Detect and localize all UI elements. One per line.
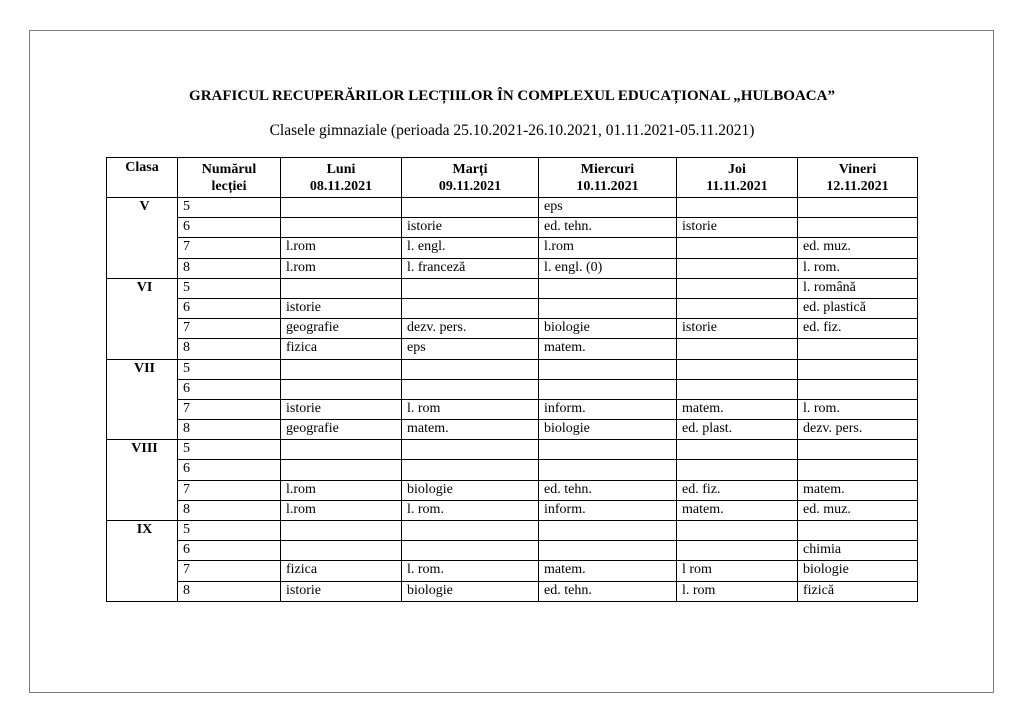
cell-wednesday: eps	[539, 198, 677, 218]
document-subtitle: Clasele gimnaziale (perioada 25.10.2021-26.10.2021, 01.11.2021-05.11.2021)	[269, 122, 755, 139]
cell-monday	[281, 379, 402, 399]
cell-wednesday	[539, 379, 677, 399]
cell-monday: fizica	[281, 561, 402, 581]
cell-friday: ed. fiz.	[798, 319, 918, 339]
cell-friday	[798, 218, 918, 238]
cell-tuesday	[402, 440, 539, 460]
lesson-number: 6	[178, 379, 281, 399]
cell-thursday	[677, 238, 798, 258]
cell-wednesday: matem.	[539, 561, 677, 581]
header-row	[107, 158, 918, 198]
lesson-number: 8	[178, 339, 281, 359]
cell-tuesday: l. rom.	[402, 500, 539, 520]
header-wednesday: Miercuri 10.11.2021	[539, 158, 677, 198]
cell-friday	[798, 339, 918, 359]
lesson-number: 6	[178, 218, 281, 238]
lesson-number: 5	[178, 198, 281, 218]
cell-friday: matem.	[798, 480, 918, 500]
cell-wednesday	[539, 298, 677, 318]
schedule-table	[106, 157, 918, 602]
cell-friday: fizică	[798, 581, 918, 601]
lesson-number: 7	[178, 399, 281, 419]
cell-monday	[281, 218, 402, 238]
table-row	[107, 278, 918, 298]
cell-tuesday	[402, 298, 539, 318]
table-row	[107, 500, 918, 520]
cell-wednesday: l. engl. (0)	[539, 258, 677, 278]
cell-tuesday	[402, 521, 539, 541]
cell-wednesday	[539, 541, 677, 561]
table-row	[107, 521, 918, 541]
lesson-number: 6	[178, 541, 281, 561]
cell-monday	[281, 521, 402, 541]
cell-wednesday	[539, 359, 677, 379]
cell-thursday: l rom	[677, 561, 798, 581]
cell-thursday: matem.	[677, 500, 798, 520]
class-label: VI	[107, 278, 178, 359]
cell-tuesday	[402, 379, 539, 399]
cell-friday	[798, 521, 918, 541]
cell-tuesday	[402, 541, 539, 561]
cell-monday	[281, 278, 402, 298]
table-row	[107, 581, 918, 601]
cell-thursday	[677, 359, 798, 379]
lesson-number: 8	[178, 500, 281, 520]
cell-wednesday: l.rom	[539, 238, 677, 258]
cell-wednesday: inform.	[539, 399, 677, 419]
cell-monday: l.rom	[281, 500, 402, 520]
cell-monday: l.rom	[281, 480, 402, 500]
cell-tuesday	[402, 278, 539, 298]
cell-wednesday: ed. tehn.	[539, 480, 677, 500]
cell-tuesday: eps	[402, 339, 539, 359]
cell-friday: ed. muz.	[798, 500, 918, 520]
cell-thursday: matem.	[677, 399, 798, 419]
cell-tuesday: l. rom	[402, 399, 539, 419]
cell-tuesday: istorie	[402, 218, 539, 238]
cell-wednesday	[539, 278, 677, 298]
cell-friday: l. rom.	[798, 399, 918, 419]
header-tuesday: Marți 09.11.2021	[402, 158, 539, 198]
table-row	[107, 359, 918, 379]
lesson-number: 8	[178, 581, 281, 601]
cell-thursday: ed. fiz.	[677, 480, 798, 500]
cell-monday: istorie	[281, 399, 402, 419]
lesson-number: 6	[178, 460, 281, 480]
table-row	[107, 218, 918, 238]
cell-monday: l.rom	[281, 238, 402, 258]
lesson-number: 7	[178, 561, 281, 581]
table-row	[107, 198, 918, 218]
table-row	[107, 561, 918, 581]
cell-thursday	[677, 258, 798, 278]
cell-tuesday	[402, 460, 539, 480]
header-friday: Vineri 12.11.2021	[798, 158, 918, 198]
header-thursday: Joi 11.11.2021	[677, 158, 798, 198]
cell-friday	[798, 198, 918, 218]
table-row	[107, 541, 918, 561]
cell-tuesday: dezv. pers.	[402, 319, 539, 339]
cell-thursday: ed. plast.	[677, 420, 798, 440]
cell-tuesday: biologie	[402, 581, 539, 601]
cell-tuesday	[402, 359, 539, 379]
cell-wednesday: inform.	[539, 500, 677, 520]
cell-monday: geografie	[281, 420, 402, 440]
table-row	[107, 258, 918, 278]
cell-wednesday: matem.	[539, 339, 677, 359]
cell-friday: ed. muz.	[798, 238, 918, 258]
table-row	[107, 440, 918, 460]
cell-tuesday	[402, 198, 539, 218]
cell-wednesday	[539, 440, 677, 460]
cell-tuesday: l. franceză	[402, 258, 539, 278]
lesson-number: 5	[178, 278, 281, 298]
cell-friday: ed. plastică	[798, 298, 918, 318]
cell-monday	[281, 440, 402, 460]
table-row	[107, 319, 918, 339]
cell-wednesday: ed. tehn.	[539, 581, 677, 601]
cell-friday: l. română	[798, 278, 918, 298]
table-row	[107, 298, 918, 318]
cell-monday: l.rom	[281, 258, 402, 278]
class-label: VIII	[107, 440, 178, 521]
cell-wednesday: ed. tehn.	[539, 218, 677, 238]
cell-wednesday: biologie	[539, 319, 677, 339]
lesson-number: 8	[178, 258, 281, 278]
table-row	[107, 480, 918, 500]
header-lesson-number: Numărul lecției	[178, 158, 281, 198]
cell-monday	[281, 198, 402, 218]
table-row	[107, 399, 918, 419]
lesson-number: 5	[178, 521, 281, 541]
cell-thursday	[677, 379, 798, 399]
cell-thursday: istorie	[677, 319, 798, 339]
header-monday: Luni 08.11.2021	[281, 158, 402, 198]
document-title: GRAFICUL RECUPERĂRILOR LECȚIILOR ÎN COMPLEXUL EDUCAȚIONAL „HULBOACA”	[189, 88, 835, 104]
table-row	[107, 460, 918, 480]
table-row	[107, 339, 918, 359]
lesson-number: 7	[178, 319, 281, 339]
cell-thursday	[677, 541, 798, 561]
cell-monday: geografie	[281, 319, 402, 339]
cell-wednesday	[539, 521, 677, 541]
cell-thursday	[677, 198, 798, 218]
cell-friday: biologie	[798, 561, 918, 581]
cell-monday	[281, 460, 402, 480]
cell-friday	[798, 460, 918, 480]
cell-thursday	[677, 298, 798, 318]
cell-tuesday: matem.	[402, 420, 539, 440]
cell-thursday: istorie	[677, 218, 798, 238]
cell-friday	[798, 440, 918, 460]
cell-thursday	[677, 460, 798, 480]
cell-friday: l. rom.	[798, 258, 918, 278]
lesson-number: 8	[178, 420, 281, 440]
cell-monday: istorie	[281, 581, 402, 601]
cell-thursday	[677, 339, 798, 359]
cell-thursday	[677, 440, 798, 460]
lesson-number: 7	[178, 480, 281, 500]
lesson-number: 5	[178, 440, 281, 460]
cell-friday	[798, 359, 918, 379]
cell-tuesday: l. engl.	[402, 238, 539, 258]
cell-tuesday: l. rom.	[402, 561, 539, 581]
cell-monday: fizica	[281, 339, 402, 359]
lesson-number: 6	[178, 298, 281, 318]
table-row	[107, 420, 918, 440]
cell-monday	[281, 541, 402, 561]
cell-friday: chimia	[798, 541, 918, 561]
cell-tuesday: biologie	[402, 480, 539, 500]
cell-thursday	[677, 521, 798, 541]
class-label: IX	[107, 521, 178, 602]
class-label: V	[107, 198, 178, 279]
cell-monday: istorie	[281, 298, 402, 318]
cell-friday	[798, 379, 918, 399]
lesson-number: 5	[178, 359, 281, 379]
cell-monday	[281, 359, 402, 379]
lesson-number: 7	[178, 238, 281, 258]
cell-thursday	[677, 278, 798, 298]
cell-wednesday: biologie	[539, 420, 677, 440]
table-row	[107, 238, 918, 258]
cell-friday: dezv. pers.	[798, 420, 918, 440]
cell-thursday: l. rom	[677, 581, 798, 601]
table-row	[107, 379, 918, 399]
class-label: VII	[107, 359, 178, 440]
cell-wednesday	[539, 460, 677, 480]
header-class: Clasa	[107, 158, 178, 198]
